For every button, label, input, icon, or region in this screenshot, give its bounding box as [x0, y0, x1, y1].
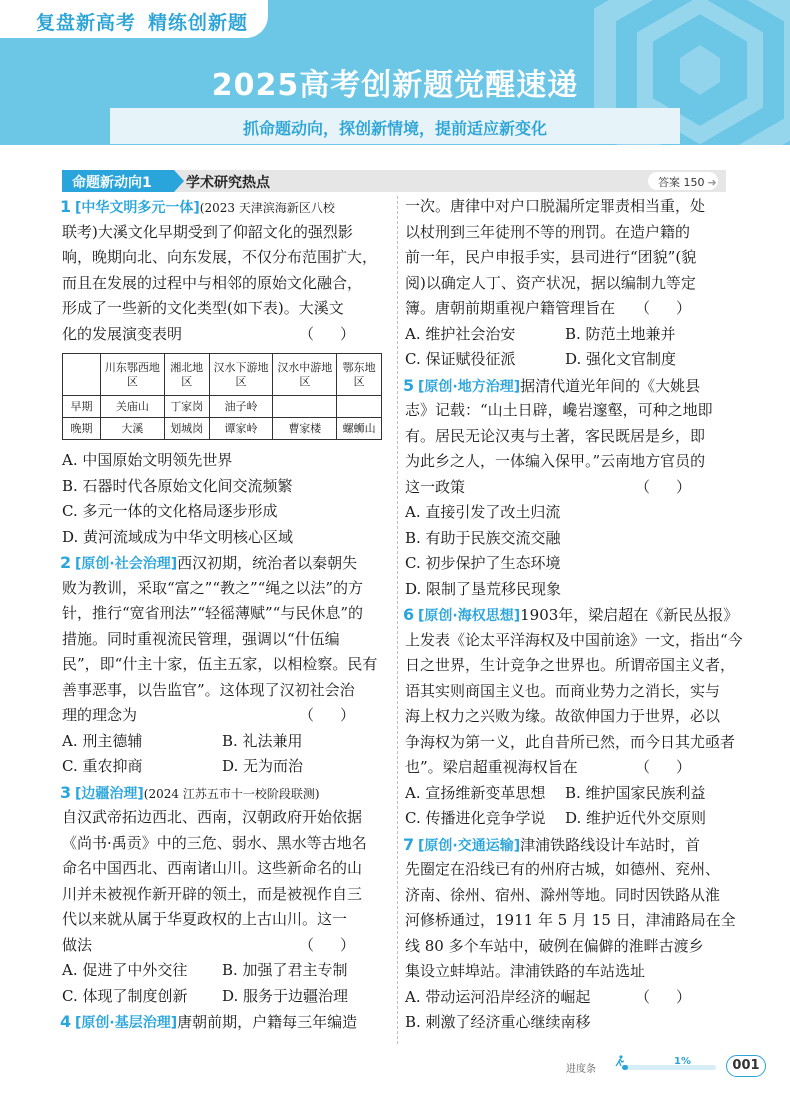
table-header-cell: 汉水下游地区 [209, 354, 273, 396]
option-a[interactable]: A. 中国原始文明领先世界 [62, 451, 233, 469]
table-cell: 谭家岭 [209, 418, 273, 440]
question-stem-text: 化的发展演变表明 [62, 324, 183, 343]
question-stem-line [62, 322, 389, 348]
question-stem-line: 前一年，民户申报手实，县司进行“团貌”(貌 [405, 248, 697, 266]
option-d[interactable]: D. 维护近代外交原则 [565, 809, 707, 827]
question-stem-line: 日之世界，生计竞争之世界也。所谓帝国主义者， [405, 656, 736, 674]
question-stem-line: 为此乡之人，一体编入保甲。”云南地方官员的 [405, 452, 706, 470]
question-stem-line [403, 602, 739, 628]
question-7 [403, 832, 736, 1036]
question-stem-line: 响，晚期向北、向东发展，不仅分布范围扩大， [62, 248, 378, 266]
question-stem-text: 做法 [62, 935, 93, 954]
question-stem-line: 川并未被视作新开辟的领土，而是被视作自三 [62, 884, 363, 903]
question-number: 6 [403, 605, 415, 624]
runner-icon [614, 1055, 626, 1067]
culture-table [62, 353, 382, 440]
answer-label: 答案 150 [658, 176, 705, 189]
option-b[interactable]: B. 石器时代各原始文化间交流频繁 [62, 476, 293, 495]
question-1 [62, 194, 389, 550]
question-6 [403, 602, 743, 832]
question-stem-line [62, 703, 389, 729]
question-stem-line: 以杖刑到三年徒刑不等的刑罚。在造户籍的 [405, 222, 691, 241]
question-stem-line [405, 296, 725, 322]
question-stem-text: 簿。唐朝前期重视户籍管理旨在 [405, 299, 616, 317]
option-b[interactable]: B. 刺激了经济重心继续南移 [405, 1013, 591, 1031]
question-stem-text: 据清代道光年间的《大姚县 [520, 376, 701, 395]
question-stem-line: 善事恶事，以告监官”。这体现了汉初社会治 [62, 680, 355, 699]
option-row [62, 754, 389, 780]
answer-link[interactable] [648, 172, 718, 190]
option-row [62, 729, 389, 755]
question-3 [62, 780, 389, 1010]
option-c[interactable]: C. 传播进化竞争学说 [405, 809, 546, 827]
question-stem-text: 西汉初期，统治者以秦朝失 [177, 554, 358, 572]
question-stem-line [405, 373, 725, 399]
section-bar [62, 170, 726, 192]
progress-percent: 1% [674, 1056, 691, 1067]
question-stem-line: 济南、徐州、宿州、滁州等地。同时因铁路从淮 [405, 885, 721, 904]
page-number: 001 [726, 1055, 766, 1077]
question-stem-line [405, 755, 725, 781]
table-cell: 曹家楼 [273, 418, 337, 440]
section-title: 学术研究热点 [186, 175, 270, 191]
table-cell: 油子岭 [209, 396, 273, 418]
option-a[interactable]: A. 促进了中外交往 [62, 961, 188, 979]
table-cell: 关庙山 [101, 396, 165, 418]
table-row-header: 晚期 [63, 418, 101, 440]
answer-blank: （） [634, 299, 717, 317]
question-number: 3 [60, 782, 72, 802]
table-header-cell: 川东鄂西地区 [101, 354, 165, 396]
question-number: 4 [60, 1012, 72, 1031]
question-stem-line: 先圈定在沿线已有的州府古城，如德州、兖州、 [405, 860, 721, 878]
option-a[interactable]: A. 刑主德辅 [62, 731, 143, 750]
question-stem-text: 也”。梁启超重视海权旨在 [405, 758, 578, 776]
table-cell: 大溪 [101, 418, 165, 440]
left-column [62, 194, 389, 1035]
answer-blank: （） [298, 935, 381, 954]
question-tag: [边疆治理] [75, 785, 144, 802]
question-stem-text: 津浦铁路线设计车站时，首 [520, 835, 701, 854]
question-stem-line [62, 1009, 389, 1035]
option-d[interactable]: D. 无为而治 [222, 757, 304, 775]
table-header-cell: 汉水中游地区 [273, 354, 337, 396]
question-stem-line: 措施。同时重视流民管理，强调以“什伍编 [62, 629, 340, 648]
question-stem-line: 败为教训，采取“富之”“教之”“绳之以法”的方 [62, 578, 364, 597]
question-stem-line: 命名中国西北、西南诸山川。这些新命名的山 [62, 859, 363, 877]
question-stem-line [62, 933, 389, 959]
table-header-cell: 湘北地区 [164, 354, 209, 396]
option-a[interactable]: A. 带动运河沿岸经济的崛起 [405, 987, 591, 1006]
question-stem-line: 阅)以确定人丁、资产状况，据以编制九等定 [405, 273, 696, 292]
option-c[interactable]: C. 重农抑商 [62, 757, 143, 775]
table-header-cell: 鄂东地区 [337, 354, 382, 396]
option-a[interactable]: A. 宣扬维新变革思想 [405, 783, 546, 802]
question-stem-line: 线 80 多个车站中，破例在偏僻的淮畔古渡乡 [405, 936, 704, 955]
brand-primary: 复盘新高考 [36, 12, 137, 34]
question-stem-text: 理的理念为 [62, 706, 138, 724]
option-b[interactable]: B. 加强了君主专制 [222, 961, 348, 979]
option-b[interactable]: B. 礼法兼用 [222, 731, 303, 750]
question-stem-line: 河修桥通过，1911 年 5 月 15 日，津浦路局在全 [405, 911, 736, 929]
question-stem-line: 联考)大溪文化早期受到了仰韶文化的强烈影 [62, 222, 353, 241]
question-stem-line [405, 475, 725, 501]
option-c[interactable]: C. 多元一体的文化格局逐步形成 [62, 502, 278, 520]
question-stem-line [62, 194, 389, 220]
table-cell [63, 354, 101, 396]
option-d[interactable]: D. 服务于边疆治理 [222, 986, 349, 1005]
question-stem-line: 争海权为第一义，此自昔所已然，而今日其尤亟者 [405, 732, 736, 751]
question-stem-line: 形成了一些新的文化类型(如下表)。大溪文 [62, 299, 344, 317]
question-tag: [原创·社会治理] [75, 556, 178, 572]
question-tag: [中华文明多元一体] [75, 200, 200, 216]
table-cell: 划城岗 [164, 418, 209, 440]
right-column [403, 194, 743, 1036]
question-4 [62, 1009, 389, 1035]
question-4-continued [405, 194, 725, 373]
question-stem-line [62, 780, 389, 806]
table-header-row [63, 354, 382, 396]
table-cell: 螺蛳山 [337, 418, 382, 440]
question-2 [62, 550, 389, 780]
option-b[interactable]: B. 有助于民族交流交融 [405, 528, 561, 547]
arrow-right-icon: ➜ [707, 176, 717, 189]
option-row [405, 781, 725, 807]
question-stem-line: 语其实则商国主义也。而商业势力之消长，实与 [405, 681, 721, 700]
question-5 [405, 373, 725, 603]
option-d[interactable]: D. 强化文官制度 [565, 350, 677, 368]
option-c[interactable]: C. 保证赋役征派 [405, 350, 516, 368]
question-stem-text: 唐朝前期，户籍每三年编造 [177, 1013, 358, 1031]
question-stem-line: 《尚书·禹贡》中的三危、弱水、黑水等古地名 [62, 833, 367, 852]
answer-blank: （） [634, 987, 717, 1006]
question-stem-line: 一次。唐律中对户口脱漏所定罪责相当重，处 [405, 197, 706, 215]
question-number: 1 [60, 197, 72, 216]
option-row [62, 958, 389, 984]
question-tag: [原创·基层治理] [75, 1015, 178, 1031]
page-footer [556, 1055, 766, 1079]
option-c[interactable]: C. 体现了制度创新 [62, 986, 188, 1005]
answer-blank: （） [298, 706, 381, 724]
option-d[interactable]: D. 限制了垦荒移民现象 [405, 579, 562, 598]
question-tag: [原创·地方治理] [418, 378, 521, 395]
table-row-header: 早期 [63, 396, 101, 418]
series-brand [0, 0, 268, 38]
option-row [405, 347, 725, 373]
answer-blank: （） [634, 758, 717, 776]
question-stem-line [405, 832, 725, 858]
question-number: 7 [403, 834, 415, 854]
table-cell: 丁家岗 [164, 396, 209, 418]
table-cell [273, 396, 337, 418]
question-stem-line: 针，推行“宽省刑法”“轻徭薄赋”“与民休息”的 [62, 604, 364, 622]
option-d[interactable]: D. 黄河流域成为中华文明核心区域 [62, 527, 294, 546]
question-stem-line: 志》记载：“山土日辟，巉岩邃壑，可种之地即 [405, 401, 713, 419]
section-tag: 命题新动向1 [62, 170, 174, 192]
question-stem-text: 这一政策 [405, 477, 466, 496]
question-stem-line: 而且在发展的过程中与相邻的原始文化融合， [62, 273, 363, 292]
question-source: (2024 江苏五市十一校阶段联测) [143, 786, 320, 801]
option-a[interactable]: A. 维护社会治安 [405, 324, 516, 343]
answer-blank: （） [298, 324, 381, 343]
brand-secondary: 精练创新题 [148, 12, 249, 34]
question-stem-text: 集设立蚌埠站。津浦铁路的车站选址 [405, 962, 646, 980]
answer-blank: （） [634, 477, 717, 496]
page-subtitle: 抓命题动向，探创新情境，提前适应新变化 [110, 108, 680, 144]
option-row [405, 322, 725, 348]
page-header [0, 0, 790, 145]
option-a[interactable]: A. 直接引发了改土归流 [405, 503, 561, 521]
question-number: 2 [60, 553, 72, 572]
question-stem-line: 上发表《论太平洋海权及中国前途》一文，指出“今 [405, 630, 743, 649]
question-stem-line: 代以来就从属于华夏政权的上古山川。这一 [62, 910, 348, 928]
option-b[interactable]: B. 维护国家民族利益 [565, 783, 706, 802]
progress-label: 进度条 [566, 1064, 596, 1075]
table-cell [337, 396, 382, 418]
question-stem-line [62, 550, 389, 576]
column-divider [397, 196, 398, 1044]
option-row [405, 806, 725, 832]
question-stem-line: 有。居民无论汉夷与土著，客民既居是乡，即 [405, 426, 706, 445]
option-row [62, 984, 389, 1010]
table-row [63, 418, 382, 440]
table-row [63, 396, 382, 418]
question-stem-line: 民”，即“什主十家，伍主五家，以相检察。民有 [62, 655, 378, 673]
question-stem-line: 自汉武帝拓边西北、西南，汉朝政府开始依据 [62, 808, 363, 826]
question-source: (2023 天津滨海新区八校 [199, 201, 335, 215]
question-tag: [原创·海权思想] [418, 608, 521, 624]
option-b[interactable]: B. 防范土地兼并 [565, 324, 676, 343]
question-number: 5 [403, 375, 415, 395]
page-title: 2025高考创新题觉醒速递 [211, 68, 579, 103]
question-tag: [原创·交通运输] [418, 837, 521, 854]
question-stem-text: 1903年，梁启超在《新民丛报》 [520, 606, 739, 624]
progress-bar [622, 1065, 716, 1070]
option-c[interactable]: C. 初步保护了生态环境 [405, 554, 561, 572]
question-stem-line: 海上权力之兴败为缘。故欲伸国力于世界，必以 [405, 707, 721, 725]
